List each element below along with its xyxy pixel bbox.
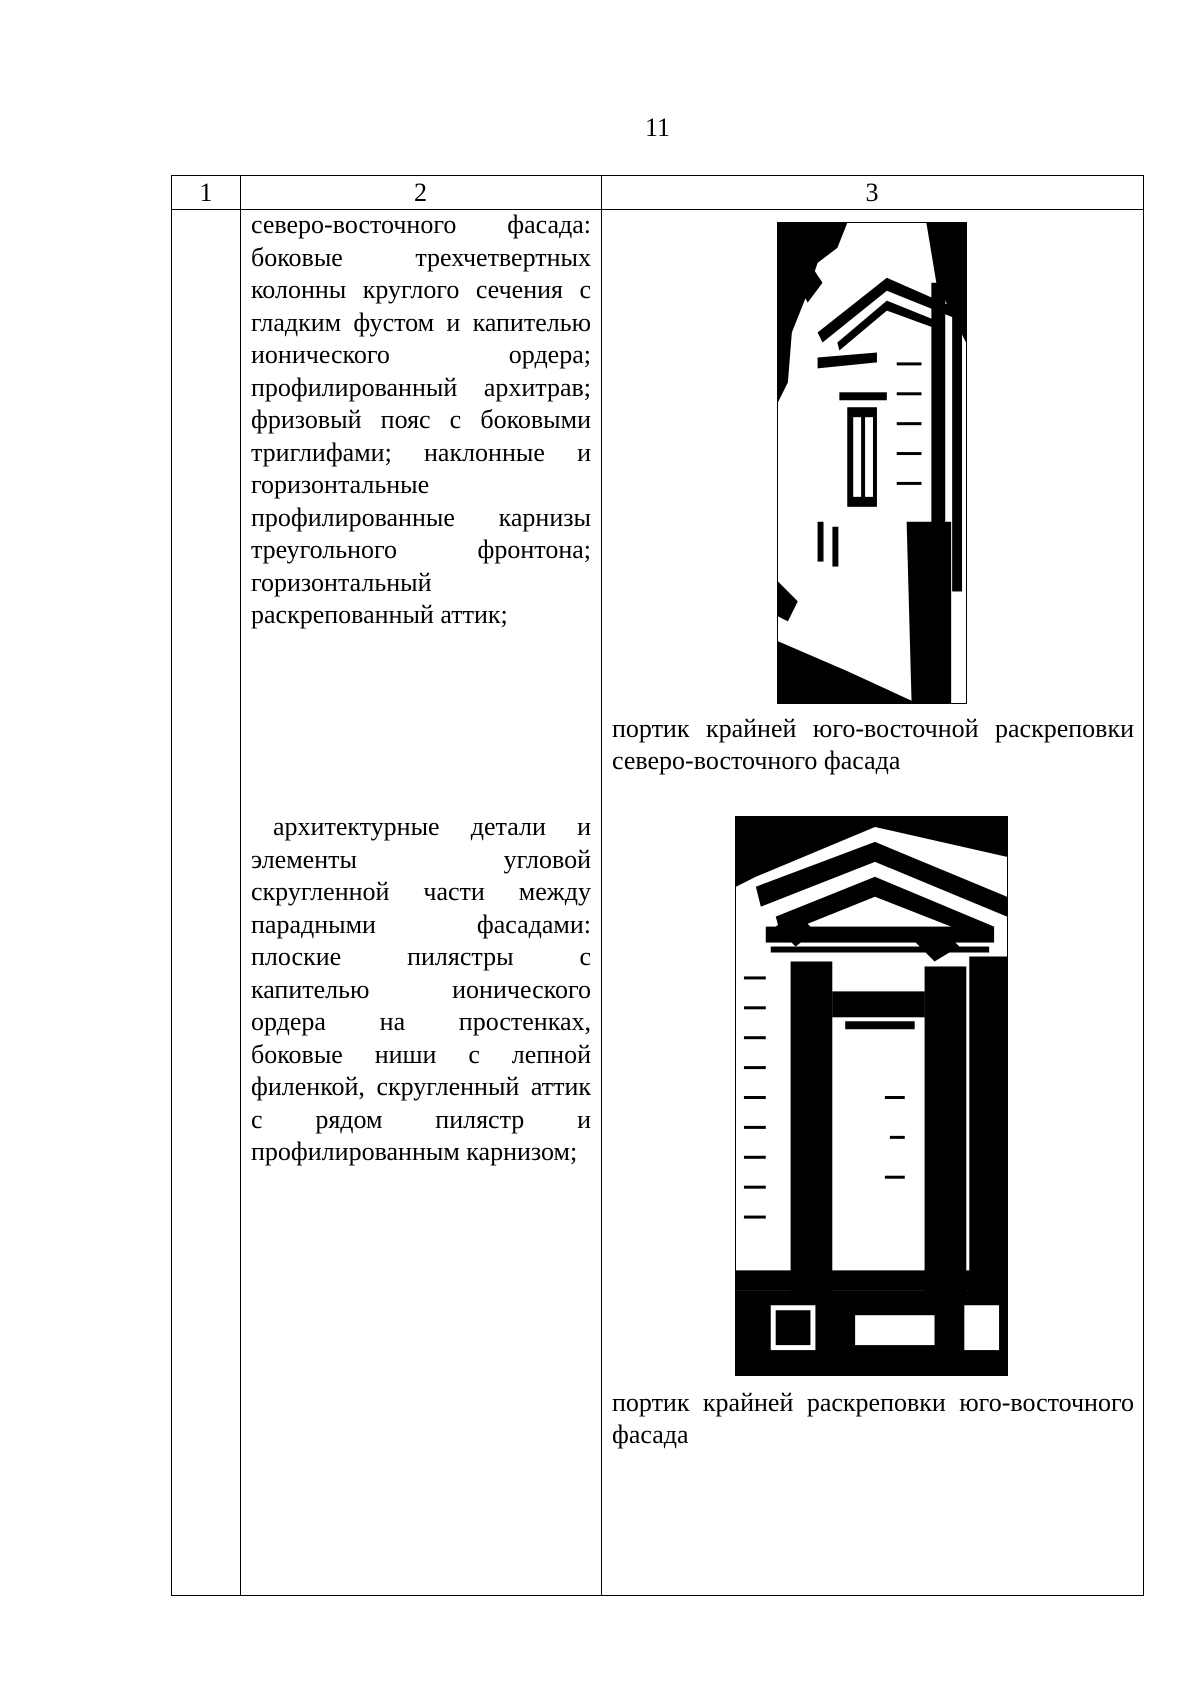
column-header-3: 3 bbox=[865, 178, 879, 207]
column-divider-1 bbox=[240, 176, 241, 1595]
description-paragraph-2: архитектурные детали и элементы угловой скругленной части между парадными фасадами: плоские пилястры с капителью ионического ордера на простенках, боковые ниши с лепной филенкой, скругленный аттик с рядом пилястр и профилированным карнизом; bbox=[251, 812, 591, 1166]
photo-caption-1: портик крайней юго-восточной раскреповки северо-восточного фасада bbox=[612, 714, 1134, 775]
photo-caption-2: портик крайней раскреповки юго-восточного фасада bbox=[612, 1388, 1134, 1449]
portico-photo-2 bbox=[735, 816, 1008, 1376]
column-divider-2 bbox=[601, 176, 602, 1595]
column-header-2: 2 bbox=[414, 178, 427, 207]
description-paragraph-1: северо-восточного фасада: боковые трехчетвертных колонны круглого сечения с гладким фустом и капителью ионического ордера; профилированный архитрав; фризовый пояс с боковыми триглифами; наклонные и горизонтальные профилированные карнизы треугольного фронтона; горизонтальный раскрепованный аттик; bbox=[251, 210, 591, 629]
portico-photo-1 bbox=[777, 222, 967, 704]
column-header-1: 1 bbox=[199, 178, 213, 207]
document-table bbox=[171, 175, 1144, 1596]
page-number: 11 bbox=[644, 113, 671, 142]
